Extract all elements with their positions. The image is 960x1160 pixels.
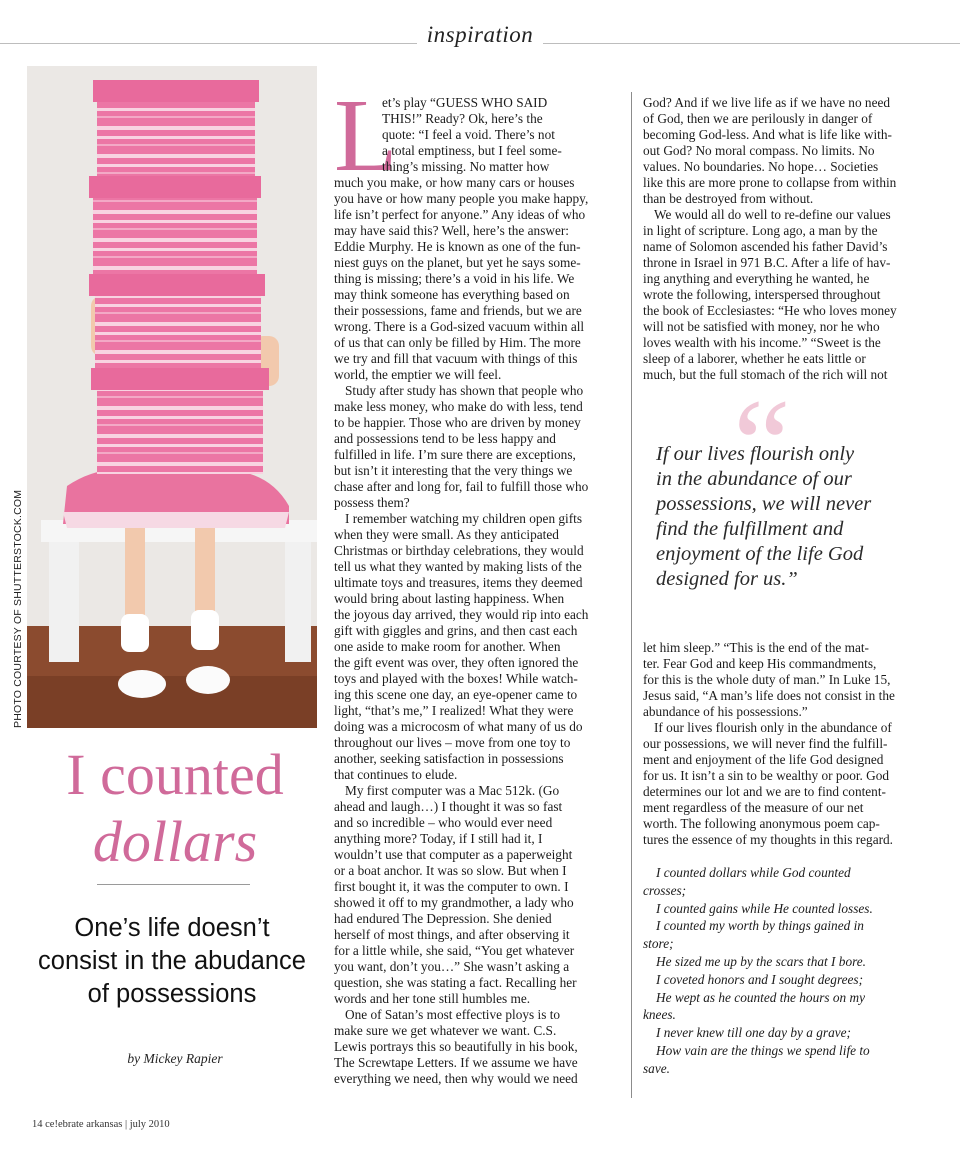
deck <box>22 912 322 1011</box>
poem-line: crosses; <box>643 882 687 898</box>
body-text-line: quote: “I feel a void. There’s not <box>382 127 555 142</box>
body-column-2-bottom <box>643 640 935 848</box>
body-text-line: THIS!” Ready? Ok, here’s the <box>382 111 543 126</box>
body-text-line: Study after study has shown that people who <box>345 383 584 398</box>
body-text-line: of God, then we are perilously in danger of <box>643 111 873 126</box>
body-text-line: the gift event was over, they often ignored the <box>334 655 579 670</box>
body-text-line: wrong. There is a God-sized vacuum within all <box>334 319 585 334</box>
poem <box>643 864 935 1078</box>
body-text-line: worth. The following anonymous poem cap- <box>643 816 880 831</box>
body-text-line: throughout our lives – move from one toy to <box>334 735 571 750</box>
body-text-line: becoming God-less. And what is life like with- <box>643 127 892 142</box>
body-text-line: ultimate toys and treasures, items they deemed <box>334 575 583 590</box>
body-text-line: ment and enjoyment of the life God designed <box>643 752 884 767</box>
body-text-line: ing this scene one day, an eye-opener came to <box>334 687 578 702</box>
deck-line: consist in the abudance <box>38 947 306 975</box>
body-text-line: et’s play “GUESS WHO SAID <box>382 95 548 110</box>
body-text-line: one aside to make room for another. When <box>334 639 561 654</box>
body-text-line: anything more? Today, if I still had it, I <box>334 831 543 846</box>
headline-line-2: dollars <box>92 809 258 874</box>
body-text-line: Eddie Murphy. He is known as one of the fun- <box>334 239 581 254</box>
body-text-line: showed it off to my grandmother, a lady who <box>334 895 574 910</box>
body-text-line: everything we need, then why would we need <box>334 1071 578 1086</box>
column-rule <box>631 92 632 1098</box>
poem-line: I counted dollars while God counted <box>656 865 851 880</box>
poem-line: knees. <box>643 1007 676 1023</box>
folio: 14 ce!ebrate arkansas | july 2010 <box>32 1119 170 1130</box>
body-text-line: possess them? <box>334 495 410 510</box>
body-text-line: doing was a microcosm of what many of us do <box>334 719 583 734</box>
body-text-line: toys and played with the boxes! While watch- <box>334 671 578 686</box>
poem-line: I counted my worth by things gained in <box>656 918 864 934</box>
body-text-line: to be happier. Those who are driven by money <box>334 415 581 430</box>
body-text-line: chase after and long for, fail to fulfill those who <box>334 479 589 494</box>
poem-line: I coveted honors and I sought degrees; <box>656 971 864 987</box>
body-text-line: or a boat anchor. It was so slow. But when I <box>334 863 567 878</box>
quote-mark-icon: “ <box>733 373 791 517</box>
body-text-line: than be destroyed from without. <box>643 191 814 206</box>
body-text-line: abundance of his possessions.” <box>643 704 808 719</box>
body-text-line: question, she was stating a fact. Recalling her <box>334 975 577 990</box>
pull-quote-line: If our lives flourish only <box>656 443 855 465</box>
body-text-line: much, but the full stomach of the rich will not <box>643 367 888 382</box>
body-text-line: ment regardless of the measure of our net <box>643 800 864 815</box>
section-title: inspiration <box>0 22 960 48</box>
body-text-line: and so incredible – who would ever need <box>334 815 553 830</box>
body-text-line: determines our lot and we are to find content- <box>643 784 886 799</box>
headline-line-1: I counted <box>66 742 284 807</box>
body-text-line: niest guys on the planet, but yet he says some- <box>334 255 581 270</box>
body-text-line: may think someone has everything based on <box>334 287 570 302</box>
girl-with-boxes-illustration <box>27 66 317 728</box>
body-column-2-top <box>643 95 935 383</box>
body-text-line: God? And if we live life as if we have no need <box>643 95 891 110</box>
body-text-line: We would all do well to re-define our values <box>654 207 891 222</box>
body-text-line: tell us what they wanted by making lists of the <box>334 559 582 574</box>
body-text-line: Christmas or birthday celebrations, they would <box>334 543 584 558</box>
body-text-line: the book of Ecclesiastes: “He who loves money <box>643 303 897 318</box>
pull-quote-line: in the abundance of our <box>656 468 852 490</box>
pull-quote-line: possessions, we will never <box>656 493 872 515</box>
body-text-line: thing’s missing. No matter how <box>382 159 550 174</box>
body-text-line: If our lives flourish only in the abundance of <box>654 720 892 735</box>
body-column-1 <box>334 95 624 1087</box>
body-text-line: the joyous day arrived, they would rip into each <box>334 607 589 622</box>
body-text-line: tures the essence of my thoughts in this regard. <box>643 832 893 847</box>
poem-line: He wept as he counted the hours on my <box>656 989 866 1005</box>
body-text-line: that continues to elude. <box>334 767 458 782</box>
body-text-line: and possessions tend to be less happy and <box>334 431 556 446</box>
body-text-line: gift with giggles and grins, and then cast each <box>334 623 578 638</box>
body-text-line: in light of scripture. Long ago, a man by the <box>643 223 878 238</box>
body-text-line: world, the emptier we will feel. <box>334 367 502 382</box>
photo-credit: PHOTO COURTESY OF SHUTTERSTOCK.COM <box>12 489 24 728</box>
poem-line: I counted gains while He counted losses. <box>656 900 873 916</box>
body-text-line: may have said this? Well, here’s the answer: <box>334 223 569 238</box>
body-text-line: loves wealth with his income.” “Sweet is the <box>643 335 881 350</box>
body-text-line: sleep of a laborer, whether he eats little or <box>643 351 866 366</box>
body-text-line: for us. It isn’t a sin to be wealthy or poor. God <box>643 768 890 783</box>
body-text-line: I remember watching my children open gifts <box>345 511 583 526</box>
body-text-line: let him sleep.” “This is the end of the mat- <box>643 640 869 655</box>
body-text-line: had endured The Depression. She denied <box>334 911 552 926</box>
drop-cap: L <box>334 78 398 193</box>
body-text-line: Jesus said, “A man’s life does not consist in the <box>643 688 895 703</box>
body-text-line: fulfilled in life. I’m sure there are exceptions, <box>334 447 576 462</box>
body-text-line: herself of most things, and after observing it <box>334 927 570 942</box>
deck-line: One’s life doesn’t <box>74 914 270 942</box>
body-text-line: throne in Israel in 971 B.C. After a life of hav- <box>643 255 891 270</box>
body-text-line: you want, don’t you…” She wasn’t asking a <box>334 959 570 974</box>
body-text-line: values. No boundaries. No hope… Societies <box>643 159 879 174</box>
body-text-line: like this are more prone to collapse from within <box>643 175 897 190</box>
body-text-line: Lewis portrays this so beautifully in his book, <box>334 1039 578 1054</box>
body-text-line: when they were small. As they anticipated <box>334 527 559 542</box>
body-text-line: One of Satan’s most effective ploys is to <box>345 1007 561 1022</box>
body-text-line: wouldn’t use that computer as a paperweight <box>334 847 573 862</box>
body-text-line: for this is the whole duty of man.” In Luke 15, <box>643 672 891 687</box>
deck-line: of possessions <box>87 980 257 1008</box>
body-text-line: The Screwtape Letters. If we assume we have <box>334 1055 578 1070</box>
cover-photo <box>27 66 317 728</box>
poem-line: I never knew till one day by a grave; <box>656 1025 851 1041</box>
body-text-line: for a little while, she said, “You get whatever <box>334 943 575 958</box>
body-text-line: wrote the following, interspersed throughout <box>643 287 881 302</box>
body-text-line: a total emptiness, but I feel some- <box>382 143 562 158</box>
poem-line: save. <box>643 1060 670 1076</box>
body-text-line: My first computer was a Mac 512k. (Go <box>345 783 560 798</box>
body-text-line: make sure we get whatever we want. C.S. <box>334 1023 557 1038</box>
body-text-line: ahead and laugh…) I thought it was so fast <box>334 799 563 814</box>
body-text-line: much you make, or how many cars or houses <box>334 175 575 190</box>
body-text-line: would bring about lasting happiness. When <box>334 591 565 606</box>
body-text-line: light, “that’s me,” I realized! What they were <box>334 703 574 718</box>
body-text-line: you have or how many people you make happy, <box>334 191 589 206</box>
body-text-line: name of Solomon ascended his father David’s <box>643 239 888 254</box>
pull-quote-line: enjoyment of the life God <box>656 543 864 565</box>
body-text-line: life isn’t perfect for anyone.” Any ideas of who <box>334 207 586 222</box>
body-text-line: we try and fill that vacuum with things of this <box>334 351 578 366</box>
body-text-line: another, seeking satisfaction in possessions <box>334 751 564 766</box>
poem-line: How vain are the things we spend life to <box>656 1042 870 1058</box>
body-text-line: words and her tone still humbles me. <box>334 991 531 1006</box>
body-text-line: first bought it, it was the computer to own. I <box>334 879 569 894</box>
pull-quote-line: designed for us.” <box>656 568 798 590</box>
body-text-line: our possessions, we will never find the fulfill- <box>643 736 888 751</box>
body-text-line: but isn’t it interesting that the very things we <box>334 463 573 478</box>
body-text-line: thing is missing; there’s a void in his life. We <box>334 271 575 286</box>
body-text-line: ter. Fear God and keep His commandments, <box>643 656 877 671</box>
headline-divider <box>97 884 250 885</box>
poem-line: store; <box>643 936 674 952</box>
pull-quote-line: find the fulfillment and <box>656 518 844 540</box>
body-text-line: out God? No moral compass. No limits. No <box>643 143 875 158</box>
body-text-line: make less money, who make do with less, tend <box>334 399 583 414</box>
body-text-line: of us that can only be filled by Him. The more <box>334 335 581 350</box>
body-text-line: will not be satisfied with money, nor he who <box>643 319 880 334</box>
poem-line: He sized me up by the scars that I bore. <box>656 953 867 969</box>
byline: by Mickey Rapier <box>127 1051 223 1066</box>
body-text-line: their possessions, fame and friends, but we are <box>334 303 582 318</box>
pull-quote <box>656 442 936 592</box>
body-text-line: ing anything and everything he wanted, he <box>643 271 870 286</box>
